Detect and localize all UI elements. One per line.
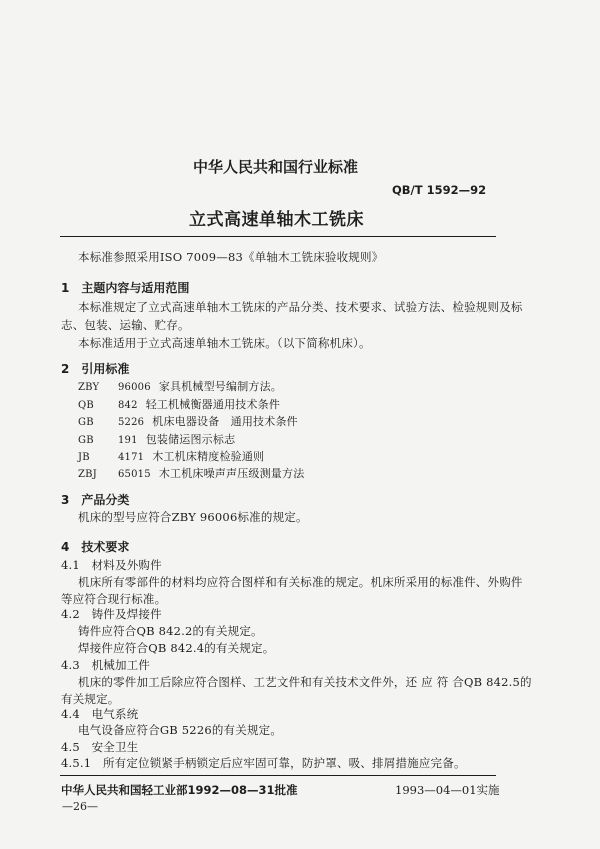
section-4-2-heading: 4.2 铸件及焊接件: [61, 607, 162, 621]
reference-number: 191: [118, 435, 138, 446]
section-4-3-heading: 4.3 机械加工件: [61, 658, 151, 672]
section-4-4-heading: 4.4 电气系统: [61, 707, 139, 721]
section-4-1-heading: 4.1 材料及外购件: [61, 558, 162, 572]
section-4-3-line-1: 机床的零件加工后除应符合图样、工艺文件和有关技术文件外，还 应 符 合QB 842.5的: [78, 675, 532, 689]
reference-item: [78, 432, 235, 449]
reference-number: 96006: [118, 382, 151, 393]
section-4-5-heading: 4.5 安全卫生: [61, 740, 139, 754]
reference-number: 65015: [118, 469, 151, 480]
section-1-paragraph-1-line-1: 本标准规定了立式高速单轴木工铣床的产品分类、技术要求、试验方法、检验规则及标: [78, 300, 523, 314]
section-4-2-line-1: 铸件应符合QB 842.2的有关规定。: [78, 624, 263, 638]
page-number: —26—: [62, 800, 98, 813]
reference-code: GB: [78, 417, 94, 428]
reference-code: GB: [78, 435, 94, 446]
standard-code: QB/T 1592—92: [392, 183, 487, 197]
section-2-heading: 2 引用标准: [61, 362, 130, 376]
reference-code: JB: [78, 452, 90, 463]
reference-code: QB: [78, 400, 94, 411]
reference-title: 家具机械型号编制方法。: [158, 380, 283, 393]
section-4-2-line-2: 焊接件应符合QB 842.4的有关规定。: [78, 641, 275, 655]
reference-item: [78, 466, 304, 483]
reference-title: 轻工机械衡器通用技术条件: [145, 398, 281, 411]
section-4-1-line-1: 机床所有零部件的材料均应符合图样和有关标准的规定。机床所采用的标准件、外购件: [78, 575, 523, 589]
reference-title: 木工机床噪声声压级测量方法: [158, 467, 305, 480]
section-4-1-line-2: 等应符合现行标准。: [61, 592, 167, 606]
reference-title: 机床电器设备 通用技术条件: [152, 415, 298, 428]
reference-code: ZBY: [78, 382, 100, 393]
standard-category: 中华人民共和国行业标准: [193, 158, 359, 176]
reference-item: [78, 379, 282, 396]
reference-number: 4171: [118, 452, 145, 463]
reference-number: 842: [118, 400, 138, 411]
section-1-paragraph-1-line-2: 志、包装、运输、贮存。: [61, 318, 190, 332]
section-1-heading: 1 主题内容与适用范围: [61, 281, 190, 295]
section-4-4-line-1: 电气设备应符合GB 5226的有关规定。: [78, 723, 283, 737]
intro-text: 本标准参照采用ISO 7009—83《单轴木工铣床验收规则》: [78, 250, 384, 264]
reference-item: [78, 449, 264, 466]
reference-item: [78, 414, 298, 431]
section-3-heading: 3 产品分类: [61, 493, 130, 507]
section-4-5-1-text: 4.5.1 所有定位锁紧手柄锁定后应牢固可靠，防护罩、吸、排屑措施应完备。: [61, 756, 466, 770]
reference-title: 包装储运图示标志: [145, 433, 236, 446]
approval-text: 中华人民共和国轻工业部1992—08—31批准: [61, 783, 298, 797]
document-title: 立式高速单轴木工铣床: [189, 210, 364, 230]
section-3-text: 机床的型号应符合ZBY 96006标准的规定。: [78, 510, 308, 524]
title-rule: [60, 236, 496, 237]
effective-date: 1993—04—01实施: [395, 783, 500, 797]
reference-item: [78, 397, 280, 414]
reference-code: ZBJ: [78, 469, 97, 480]
section-4-heading: 4 技术要求: [61, 540, 130, 554]
reference-title: 木工机床精度检验通则: [152, 450, 265, 463]
section-1-paragraph-2: 本标准适用于立式高速单轴木工铣床。（以下简称机床）。: [78, 336, 371, 350]
section-4-3-line-2: 有关规定。: [61, 692, 120, 706]
reference-number: 5226: [118, 417, 145, 428]
footer-rule: [60, 775, 496, 776]
